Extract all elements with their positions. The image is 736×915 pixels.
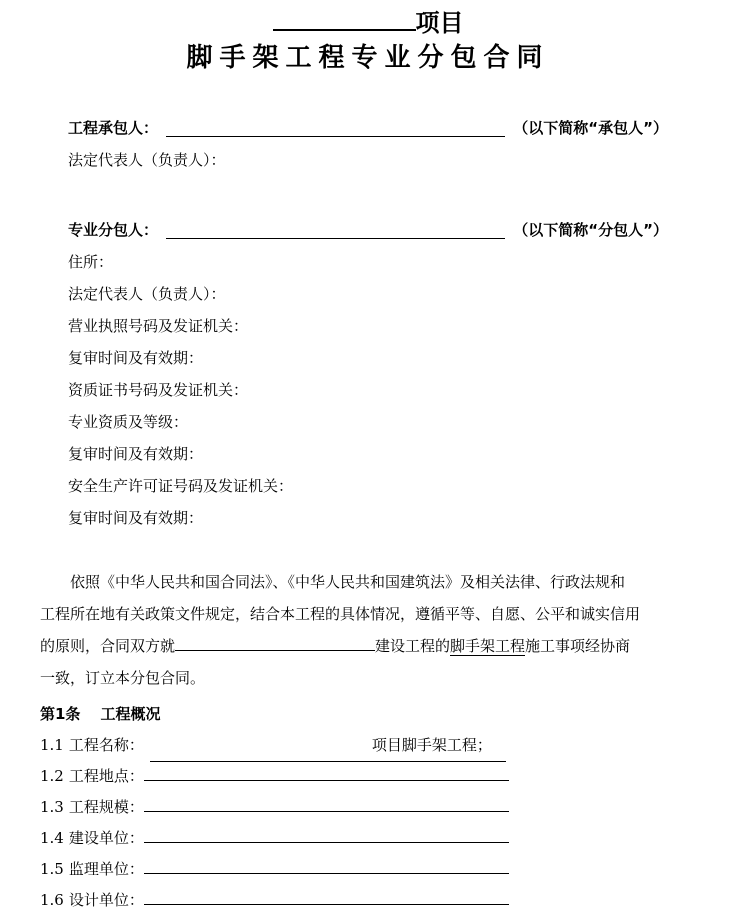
item-project-scale-row <box>40 792 736 823</box>
section1-items <box>40 730 736 915</box>
item-number: 1.6 <box>40 891 64 909</box>
item-label: 设计单位： <box>68 891 144 909</box>
title-blank-line <box>273 15 416 31</box>
item-label: 监理单位： <box>68 860 144 878</box>
item-label: 建设单位： <box>68 829 144 847</box>
subcontractor-name-blank-line <box>166 214 505 239</box>
section1-heading-number: 第1条 <box>40 705 81 723</box>
contractor-label: 工程承包人： <box>68 119 159 137</box>
contractor-alias-suffix: （以下简称“承包人”） <box>513 119 668 137</box>
item-label: 工程规模： <box>68 798 144 816</box>
subcontractor-legal-rep-row: 法定代表人（负责人）： <box>68 285 226 303</box>
item-number: 1.2 <box>40 767 64 785</box>
item-number: 1.5 <box>40 860 64 878</box>
item-project-location-row <box>40 761 736 792</box>
project-name-fill-line <box>150 730 506 762</box>
subcontractor-block <box>68 214 668 534</box>
contractor-name-row <box>68 112 668 144</box>
title-line2: 脚手架工程专业分包合同 <box>186 43 550 73</box>
subcontractor-review-validity-row-2: 复审时间及有效期： <box>68 445 204 463</box>
preamble-line3 <box>40 630 698 662</box>
preamble-scaffolding-underlined: 脚手架工程 <box>450 637 526 655</box>
project-location-blank-line <box>144 766 509 781</box>
preamble-paragraph <box>40 566 698 694</box>
preamble-line1: 依照《中华人民共和国合同法》、《中华人民共和国建筑法》及相关法律、行政法规和 <box>70 573 626 591</box>
item-construction-unit-row <box>40 823 736 854</box>
item-number: 1.3 <box>40 798 64 816</box>
contractor-name-blank-line <box>166 112 505 137</box>
preamble-line3-suffix: 施工事项经协商 <box>525 637 631 655</box>
item-number: 1.4 <box>40 829 64 847</box>
project-name-fill-text: 项目脚手架工程； <box>371 736 492 754</box>
fill-pad <box>150 749 372 750</box>
subcontractor-alias-suffix: （以下简称“分包人”） <box>513 221 668 239</box>
subcontractor-business-license-row: 营业执照号码及发证机关： <box>68 317 249 335</box>
preamble-line3-mid: 建设工程的 <box>375 637 451 655</box>
subcontractor-address-row: 住所： <box>68 253 114 271</box>
preamble-line3-prefix: 的原则，合同双方就 <box>40 637 176 655</box>
item-supervision-unit-row <box>40 854 736 885</box>
item-project-name-row <box>40 730 736 761</box>
item-design-unit-row <box>40 885 736 915</box>
preamble-line2: 工程所在地有关政策文件规定，结合本工程的具体情况，遵循平等、自愿、公平和诚实信用 <box>40 605 641 623</box>
subcontractor-review-validity-row-3: 复审时间及有效期： <box>68 509 204 527</box>
design-unit-blank-line <box>144 890 509 905</box>
item-label: 工程地点： <box>68 767 144 785</box>
subcontractor-review-validity-row-1: 复审时间及有效期： <box>68 349 204 367</box>
section1-heading <box>40 698 736 730</box>
contractor-legal-rep-row: 法定代表人（负责人）： <box>68 151 226 169</box>
document-title-block <box>0 0 736 76</box>
construction-unit-blank-line <box>144 828 509 843</box>
contractor-block <box>68 112 668 176</box>
subcontractor-qualification-grade-row: 专业资质及等级： <box>68 413 189 431</box>
subcontractor-qualification-cert-row: 资质证书号码及发证机关： <box>68 381 249 399</box>
section1-heading-title: 工程概况 <box>100 705 161 723</box>
project-scale-blank-line <box>144 797 509 812</box>
item-number: 1.1 <box>40 736 64 754</box>
fill-pad <box>492 749 506 750</box>
title-line1-suffix: 项目 <box>415 8 464 37</box>
subcontractor-name-row <box>68 214 668 246</box>
preamble-line4: 一致，订立本分包合同。 <box>40 669 206 687</box>
supervision-unit-blank-line <box>144 859 509 874</box>
project-name-blank-line <box>175 636 375 651</box>
item-label: 工程名称： <box>68 736 144 754</box>
subcontractor-safety-permit-row: 安全生产许可证号码及发证机关： <box>68 477 294 495</box>
subcontractor-label: 专业分包人： <box>68 221 159 239</box>
title-line1 <box>0 6 736 40</box>
